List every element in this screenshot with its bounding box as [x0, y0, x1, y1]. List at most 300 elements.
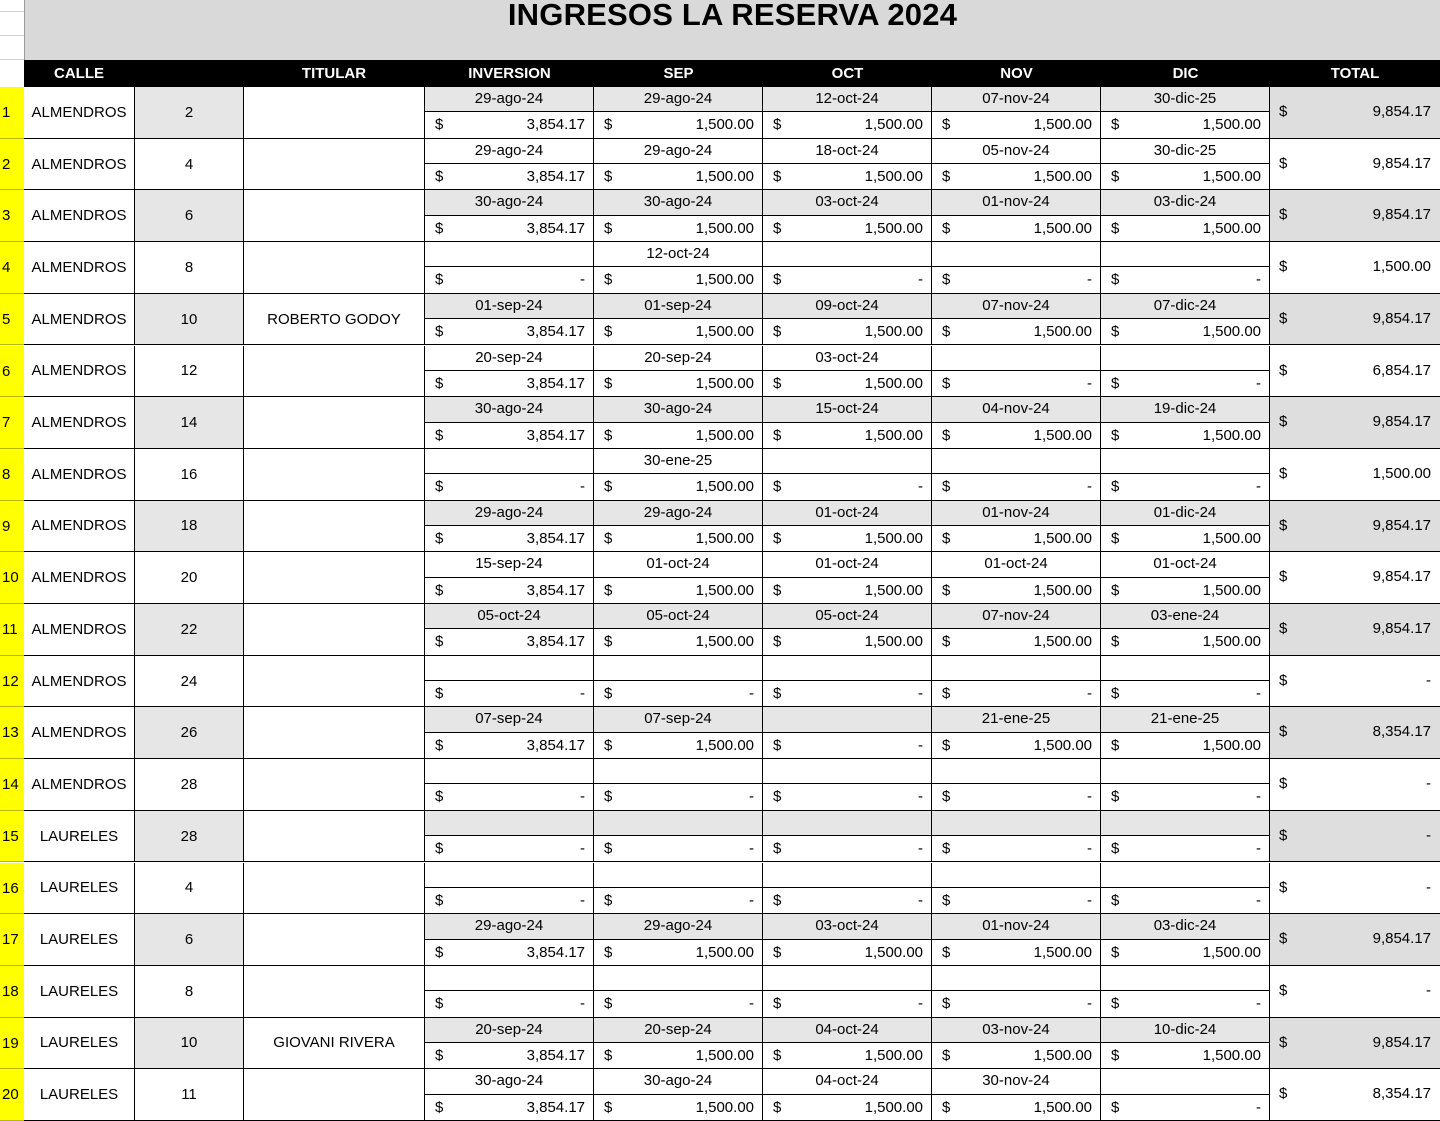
- payment-cell[interactable]: [1101, 552, 1270, 604]
- titular-cell[interactable]: [244, 863, 425, 915]
- payment-cell[interactable]: [763, 139, 932, 191]
- header-calle[interactable]: CALLE: [54, 65, 104, 82]
- numero-cell[interactable]: [135, 397, 244, 449]
- payment-date: 15-sep-24: [425, 552, 593, 577]
- payment-cell[interactable]: [1101, 604, 1270, 656]
- row-number[interactable]: 5: [0, 294, 24, 346]
- payment-amount-row: [932, 474, 1100, 499]
- payment-cell[interactable]: [763, 501, 932, 553]
- payment-cell[interactable]: [932, 759, 1101, 811]
- titular-cell[interactable]: [244, 397, 425, 449]
- numero-cell[interactable]: [135, 294, 244, 346]
- currency-symbol: $: [1111, 168, 1120, 186]
- payment-cell[interactable]: [425, 656, 594, 708]
- calle-cell[interactable]: [24, 552, 135, 604]
- calle-cell[interactable]: [24, 139, 135, 191]
- payment-cell[interactable]: [594, 811, 763, 863]
- payment-cell[interactable]: [932, 139, 1101, 191]
- payment-cell[interactable]: [932, 707, 1101, 759]
- row-number[interactable]: 17: [0, 914, 24, 966]
- row-number[interactable]: 9: [0, 501, 24, 553]
- numero-value: 11: [181, 1086, 197, 1104]
- payment-amount-row: [1101, 1043, 1269, 1068]
- payment-date: 21-ene-25: [932, 707, 1100, 732]
- numero-cell[interactable]: [135, 811, 244, 863]
- payment-cell[interactable]: [594, 552, 763, 604]
- payment-cell[interactable]: [425, 966, 594, 1018]
- payment-amount-row: [1101, 112, 1269, 137]
- payment-cell[interactable]: [1101, 1069, 1270, 1121]
- payment-cell[interactable]: [763, 604, 932, 656]
- numero-cell[interactable]: [135, 863, 244, 915]
- total-cell[interactable]: [1270, 811, 1440, 863]
- payment-amount: -: [580, 891, 585, 909]
- currency-symbol: $: [773, 1098, 782, 1116]
- payment-amount-row: [932, 578, 1100, 603]
- currency-symbol: $: [1279, 1033, 1288, 1051]
- payment-cell[interactable]: [763, 1018, 932, 1070]
- titular-cell[interactable]: [244, 294, 425, 346]
- payment-cell[interactable]: [1101, 811, 1270, 863]
- currency-symbol: $: [1111, 995, 1120, 1013]
- payment-cell[interactable]: [932, 552, 1101, 604]
- payment-cell[interactable]: [763, 87, 932, 139]
- payment-cell[interactable]: [1101, 759, 1270, 811]
- total-cell[interactable]: [1270, 242, 1440, 294]
- payment-cell[interactable]: [594, 397, 763, 449]
- payment-cell[interactable]: [1101, 707, 1270, 759]
- payment-cell[interactable]: [932, 294, 1101, 346]
- currency-symbol: $: [1279, 258, 1288, 276]
- payment-cell[interactable]: [594, 966, 763, 1018]
- titular-cell[interactable]: [244, 1069, 425, 1121]
- payment-cell[interactable]: [1101, 190, 1270, 242]
- payment-cell[interactable]: [425, 87, 594, 139]
- titular-cell[interactable]: [244, 1018, 425, 1070]
- payment-cell[interactable]: [763, 707, 932, 759]
- currency-symbol: $: [1111, 840, 1120, 858]
- numero-value: 12: [180, 362, 198, 380]
- numero-cell[interactable]: [135, 190, 244, 242]
- calle-value: ALMENDROS: [31, 517, 127, 535]
- header-inversion[interactable]: INVERSION: [468, 65, 551, 82]
- payment-cell[interactable]: [425, 397, 594, 449]
- payment-cell[interactable]: [425, 346, 594, 398]
- payment-cell[interactable]: [763, 242, 932, 294]
- currency-symbol: $: [435, 168, 444, 186]
- row-number[interactable]: 15: [0, 811, 24, 863]
- payment-amount-row: [1101, 216, 1269, 241]
- payment-amount-row: [1101, 267, 1269, 292]
- row-number[interactable]: 3: [0, 190, 24, 242]
- payment-cell[interactable]: [594, 449, 763, 501]
- currency-symbol: $: [942, 943, 951, 961]
- payment-cell[interactable]: [763, 294, 932, 346]
- payment-cell[interactable]: [594, 346, 763, 398]
- total-cell[interactable]: [1270, 707, 1440, 759]
- numero-cell[interactable]: [135, 966, 244, 1018]
- payment-date: 03-ene-24: [1101, 604, 1269, 629]
- payment-amount: -: [1087, 891, 1092, 909]
- payment-cell[interactable]: [763, 966, 932, 1018]
- payment-cell[interactable]: [932, 449, 1101, 501]
- numero-value: 10: [180, 310, 198, 328]
- payment-cell[interactable]: [763, 863, 932, 915]
- row-number[interactable]: 18: [0, 966, 24, 1018]
- total-cell[interactable]: [1270, 397, 1440, 449]
- titular-cell[interactable]: [244, 87, 425, 139]
- payment-amount-row: [932, 423, 1100, 448]
- payment-amount: -: [1256, 788, 1261, 806]
- payment-cell[interactable]: [425, 1069, 594, 1121]
- currency-symbol: $: [1279, 206, 1288, 224]
- calle-cell[interactable]: [24, 656, 135, 708]
- payment-cell[interactable]: [932, 966, 1101, 1018]
- payment-cell[interactable]: [932, 914, 1101, 966]
- payment-cell[interactable]: [1101, 87, 1270, 139]
- payment-cell[interactable]: [594, 656, 763, 708]
- numero-cell[interactable]: [135, 914, 244, 966]
- payment-cell[interactable]: [932, 501, 1101, 553]
- payment-cell[interactable]: [594, 914, 763, 966]
- payment-date: [932, 966, 1100, 991]
- payment-amount: -: [580, 995, 585, 1013]
- currency-symbol: $: [1111, 374, 1120, 392]
- numero-cell[interactable]: [135, 552, 244, 604]
- header-dic[interactable]: DIC: [1172, 65, 1199, 82]
- currency-symbol: $: [604, 995, 613, 1013]
- numero-cell[interactable]: [135, 1018, 244, 1070]
- payment-cell[interactable]: [425, 811, 594, 863]
- calle-cell[interactable]: [24, 863, 135, 915]
- payment-cell[interactable]: [594, 604, 763, 656]
- payment-cell[interactable]: [763, 811, 932, 863]
- payment-cell[interactable]: [594, 707, 763, 759]
- row-number[interactable]: 8: [0, 449, 24, 501]
- total-cell[interactable]: [1270, 294, 1440, 346]
- payment-amount-row: [1101, 164, 1269, 189]
- numero-cell[interactable]: [135, 346, 244, 398]
- currency-symbol: $: [773, 116, 782, 134]
- payment-amount-row: [763, 836, 931, 861]
- payment-amount-row: [932, 991, 1100, 1016]
- payment-cell[interactable]: [1101, 914, 1270, 966]
- payment-cell[interactable]: [763, 656, 932, 708]
- payment-date: 03-dic-24: [1101, 190, 1269, 215]
- row-number[interactable]: 19: [0, 1018, 24, 1070]
- payment-cell[interactable]: [425, 707, 594, 759]
- payment-cell[interactable]: [594, 501, 763, 553]
- payment-cell[interactable]: [1101, 139, 1270, 191]
- total-cell[interactable]: [1270, 346, 1440, 398]
- total-cell[interactable]: [1270, 1018, 1440, 1070]
- payment-cell[interactable]: [425, 139, 594, 191]
- table-row: [0, 552, 1440, 604]
- payment-cell[interactable]: [425, 863, 594, 915]
- payment-cell[interactable]: [425, 294, 594, 346]
- payment-cell[interactable]: [594, 190, 763, 242]
- titular-cell[interactable]: [244, 190, 425, 242]
- numero-cell[interactable]: [135, 449, 244, 501]
- titular-cell[interactable]: [244, 604, 425, 656]
- calle-cell[interactable]: [24, 501, 135, 553]
- total-cell[interactable]: [1270, 190, 1440, 242]
- payment-cell[interactable]: [763, 190, 932, 242]
- total-cell[interactable]: [1270, 87, 1440, 139]
- numero-cell[interactable]: [135, 501, 244, 553]
- payment-cell[interactable]: [932, 863, 1101, 915]
- payment-amount: 3,854.17: [526, 168, 585, 186]
- numero-cell[interactable]: [135, 759, 244, 811]
- payment-amount: -: [580, 478, 585, 496]
- payment-amount: 1,500.00: [695, 478, 754, 496]
- payment-cell[interactable]: [1101, 294, 1270, 346]
- titular-value: ROBERTO GODOY: [267, 310, 401, 328]
- header-titular[interactable]: TITULAR: [301, 65, 367, 82]
- payment-cell[interactable]: [425, 242, 594, 294]
- payment-amount-row: [594, 681, 762, 706]
- payment-amount: 1,500.00: [1202, 736, 1261, 754]
- payment-cell[interactable]: [932, 1018, 1101, 1070]
- payment-cell[interactable]: [932, 397, 1101, 449]
- payment-amount-row: [763, 319, 931, 344]
- numero-cell[interactable]: [135, 242, 244, 294]
- payment-amount-row: [425, 526, 593, 551]
- calle-cell[interactable]: [24, 966, 135, 1018]
- payment-cell[interactable]: [425, 604, 594, 656]
- payment-cell[interactable]: [1101, 656, 1270, 708]
- payment-cell[interactable]: [594, 1069, 763, 1121]
- calle-cell[interactable]: [24, 397, 135, 449]
- numero-cell[interactable]: [135, 707, 244, 759]
- payment-cell[interactable]: [425, 759, 594, 811]
- payment-cell[interactable]: [594, 87, 763, 139]
- payment-amount-row: [763, 940, 931, 965]
- total-cell[interactable]: [1270, 1069, 1440, 1121]
- header-oct[interactable]: OCT: [831, 65, 864, 82]
- titular-cell[interactable]: [244, 501, 425, 553]
- payment-cell[interactable]: [1101, 397, 1270, 449]
- payment-date: [763, 656, 931, 681]
- titular-cell[interactable]: [244, 759, 425, 811]
- total-cell[interactable]: [1270, 914, 1440, 966]
- titular-cell[interactable]: [244, 346, 425, 398]
- calle-cell[interactable]: [24, 811, 135, 863]
- row-number[interactable]: 16: [0, 863, 24, 915]
- numero-cell[interactable]: [135, 604, 244, 656]
- payment-cell[interactable]: [1101, 966, 1270, 1018]
- total-cell[interactable]: [1270, 604, 1440, 656]
- total-cell[interactable]: [1270, 656, 1440, 708]
- gutter-line: [0, 35, 24, 36]
- payment-date: 29-ago-24: [594, 914, 762, 939]
- numero-value: 22: [180, 620, 198, 638]
- payment-cell[interactable]: [594, 759, 763, 811]
- payment-cell[interactable]: [932, 811, 1101, 863]
- payment-cell[interactable]: [594, 139, 763, 191]
- calle-cell[interactable]: [24, 1018, 135, 1070]
- payment-amount-row: [1101, 991, 1269, 1016]
- calle-cell[interactable]: [24, 346, 135, 398]
- payment-cell[interactable]: [932, 190, 1101, 242]
- payment-cell[interactable]: [763, 449, 932, 501]
- payment-cell[interactable]: [594, 294, 763, 346]
- currency-symbol: $: [942, 1046, 951, 1064]
- payment-amount: 1,500.00: [695, 633, 754, 651]
- total-amount: 9,854.17: [1372, 568, 1431, 586]
- payment-amount-row: [594, 371, 762, 396]
- payment-amount-row: [1101, 836, 1269, 861]
- payment-cell[interactable]: [1101, 346, 1270, 398]
- currency-symbol: $: [773, 581, 782, 599]
- row-number[interactable]: 7: [0, 397, 24, 449]
- numero-cell[interactable]: [135, 656, 244, 708]
- payment-cell[interactable]: [763, 914, 932, 966]
- calle-cell[interactable]: [24, 449, 135, 501]
- row-number[interactable]: 13: [0, 707, 24, 759]
- payment-cell[interactable]: [932, 242, 1101, 294]
- numero-value: 28: [180, 775, 198, 793]
- header-total[interactable]: TOTAL: [1330, 65, 1380, 82]
- payment-date: [763, 811, 931, 836]
- payment-cell[interactable]: [932, 1069, 1101, 1121]
- titular-cell[interactable]: [244, 811, 425, 863]
- payment-cell[interactable]: [425, 190, 594, 242]
- payment-cell[interactable]: [763, 346, 932, 398]
- payment-amount-row: [932, 164, 1100, 189]
- table-row: [0, 656, 1440, 708]
- payment-cell[interactable]: [763, 759, 932, 811]
- currency-symbol: $: [773, 271, 782, 289]
- total-cell[interactable]: [1270, 501, 1440, 553]
- payment-cell[interactable]: [594, 1018, 763, 1070]
- calle-value: ALMENDROS: [31, 155, 127, 173]
- payment-date: [425, 759, 593, 784]
- payment-cell[interactable]: [594, 863, 763, 915]
- payment-cell[interactable]: [425, 449, 594, 501]
- titular-cell[interactable]: [244, 707, 425, 759]
- payment-cell[interactable]: [763, 1069, 932, 1121]
- titular-cell[interactable]: [244, 656, 425, 708]
- payment-cell[interactable]: [1101, 242, 1270, 294]
- payment-amount-row: [1101, 888, 1269, 913]
- numero-cell[interactable]: [135, 87, 244, 139]
- total-amount: -: [1426, 981, 1431, 999]
- payment-cell[interactable]: [425, 501, 594, 553]
- payment-cell[interactable]: [1101, 1018, 1270, 1070]
- total-amount: 9,854.17: [1372, 1033, 1431, 1051]
- titular-cell[interactable]: [244, 242, 425, 294]
- payment-cell[interactable]: [932, 346, 1101, 398]
- row-number[interactable]: 20: [0, 1069, 24, 1121]
- calle-cell[interactable]: [24, 759, 135, 811]
- payment-date: 30-nov-24: [932, 1069, 1100, 1094]
- payment-cell[interactable]: [1101, 863, 1270, 915]
- row-number[interactable]: 6: [0, 346, 24, 398]
- payment-cell[interactable]: [425, 1018, 594, 1070]
- calle-cell[interactable]: [24, 242, 135, 294]
- header-sep[interactable]: SEP: [663, 65, 694, 82]
- total-amount: 9,854.17: [1372, 516, 1431, 534]
- row-number[interactable]: 4: [0, 242, 24, 294]
- payment-amount: 1,500.00: [1033, 1046, 1092, 1064]
- payment-amount: 1,500.00: [1033, 116, 1092, 134]
- titular-cell[interactable]: [244, 449, 425, 501]
- titular-cell[interactable]: [244, 139, 425, 191]
- currency-symbol: $: [435, 1046, 444, 1064]
- titular-cell[interactable]: [244, 552, 425, 604]
- payment-date: [1101, 1069, 1269, 1094]
- currency-symbol: $: [604, 323, 613, 341]
- table-row: [0, 294, 1440, 346]
- titular-cell[interactable]: [244, 966, 425, 1018]
- currency-symbol: $: [773, 633, 782, 651]
- payment-amount: 3,854.17: [526, 374, 585, 392]
- row-number[interactable]: 1: [0, 87, 24, 139]
- total-cell[interactable]: [1270, 139, 1440, 191]
- calle-cell[interactable]: [24, 914, 135, 966]
- row-number[interactable]: 11: [0, 604, 24, 656]
- payment-cell[interactable]: [932, 87, 1101, 139]
- calle-cell[interactable]: [24, 87, 135, 139]
- calle-cell[interactable]: [24, 707, 135, 759]
- payment-cell[interactable]: [1101, 449, 1270, 501]
- row-number[interactable]: 10: [0, 552, 24, 604]
- payment-cell[interactable]: [425, 552, 594, 604]
- total-cell[interactable]: [1270, 863, 1440, 915]
- header-nov[interactable]: NOV: [1000, 65, 1033, 82]
- payment-date: [763, 707, 931, 732]
- payment-cell[interactable]: [932, 604, 1101, 656]
- currency-symbol: $: [1111, 1098, 1120, 1116]
- payment-amount: -: [918, 995, 923, 1013]
- total-amount: -: [1426, 671, 1431, 689]
- total-cell[interactable]: [1270, 966, 1440, 1018]
- calle-value: ALMENDROS: [31, 620, 127, 638]
- payment-date: 01-nov-24: [932, 501, 1100, 526]
- total-cell[interactable]: [1270, 449, 1440, 501]
- payment-date: [594, 966, 762, 991]
- currency-symbol: $: [942, 788, 951, 806]
- numero-cell[interactable]: [135, 139, 244, 191]
- calle-cell[interactable]: [24, 190, 135, 242]
- payment-cell[interactable]: [932, 656, 1101, 708]
- calle-cell[interactable]: [24, 1069, 135, 1121]
- payment-amount-row: [425, 371, 593, 396]
- total-cell[interactable]: [1270, 552, 1440, 604]
- payment-cell[interactable]: [763, 397, 932, 449]
- payment-amount: 1,500.00: [864, 426, 923, 444]
- payment-cell[interactable]: [425, 914, 594, 966]
- payment-cell[interactable]: [1101, 501, 1270, 553]
- numero-cell[interactable]: [135, 1069, 244, 1121]
- total-cell[interactable]: [1270, 759, 1440, 811]
- payment-cell[interactable]: [594, 242, 763, 294]
- payment-date: 20-sep-24: [425, 1018, 593, 1043]
- currency-symbol: $: [435, 529, 444, 547]
- calle-cell[interactable]: [24, 604, 135, 656]
- row-number[interactable]: 2: [0, 139, 24, 191]
- titular-cell[interactable]: [244, 914, 425, 966]
- sheet-title[interactable]: INGRESOS LA RESERVA 2024: [507, 0, 958, 32]
- payment-amount-row: [763, 474, 931, 499]
- row-number[interactable]: 14: [0, 759, 24, 811]
- payment-amount-row: [425, 474, 593, 499]
- payment-cell[interactable]: [763, 552, 932, 604]
- row-number[interactable]: 12: [0, 656, 24, 708]
- total-amount: 8,354.17: [1372, 1085, 1431, 1103]
- calle-cell[interactable]: [24, 294, 135, 346]
